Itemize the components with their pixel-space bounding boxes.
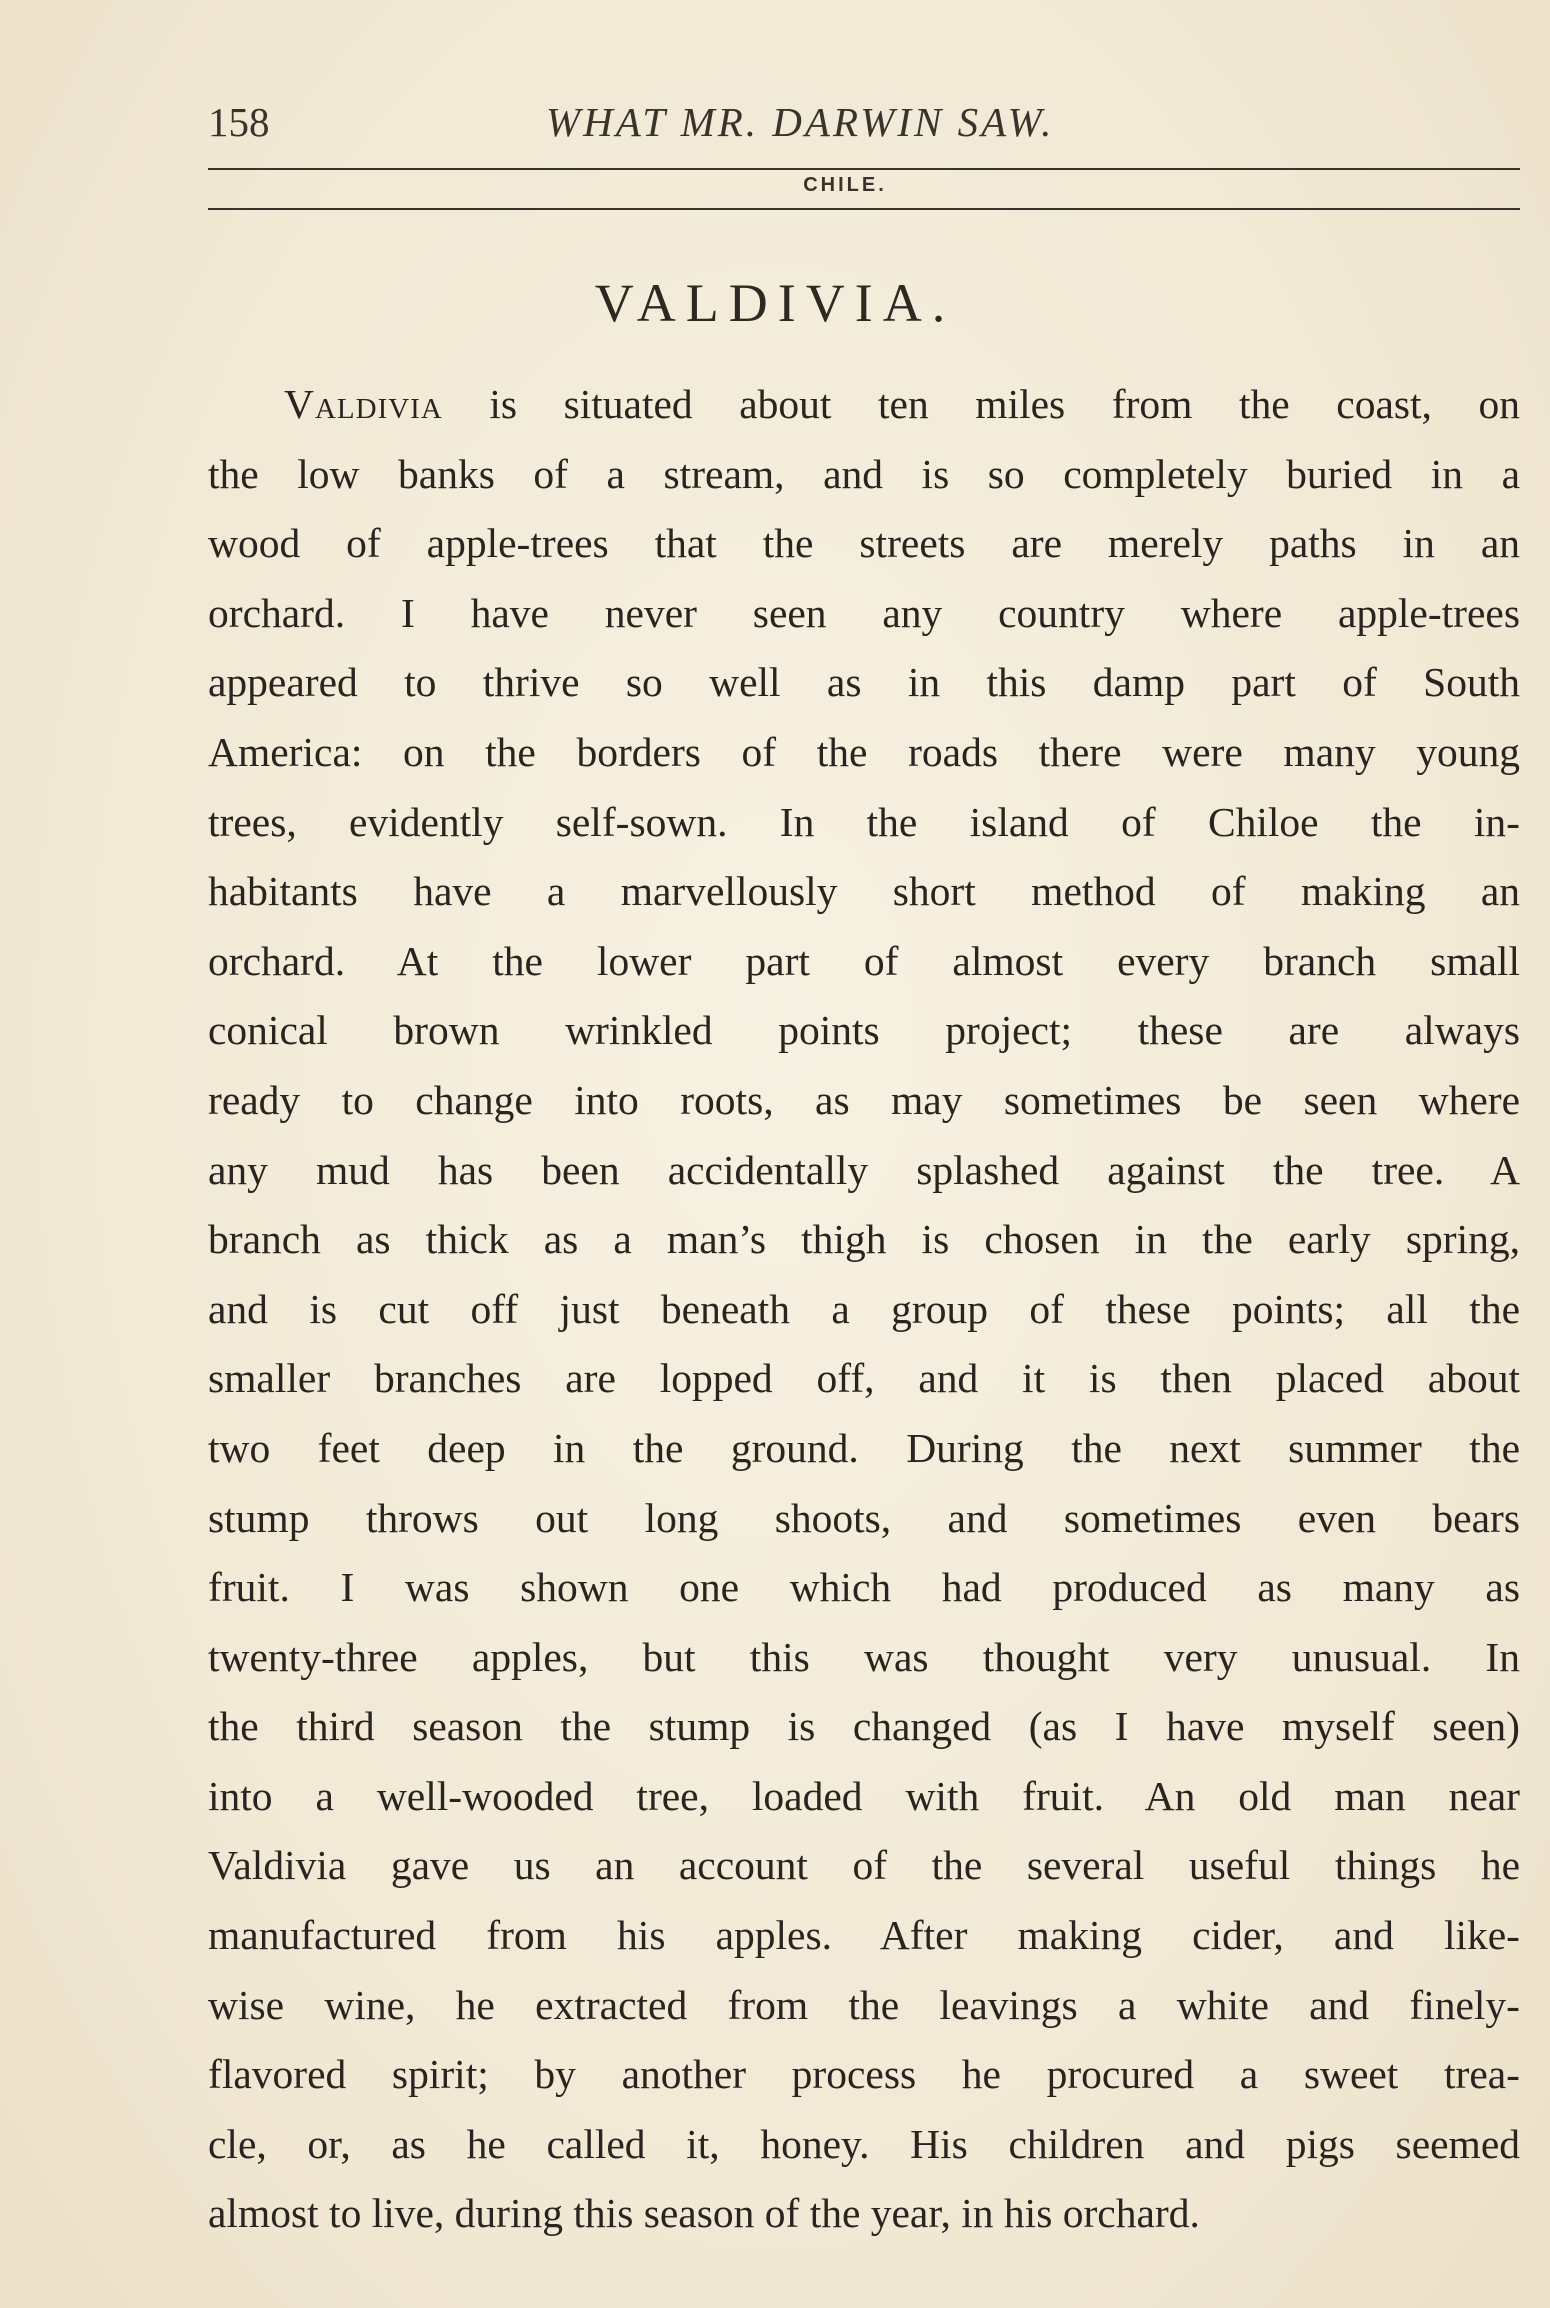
text-line: stump throws out long shoots, and sometimes even bears <box>208 1494 1520 1541</box>
text-line: trees, evidently self-sown. In the island of Chiloe the in- <box>208 798 1520 845</box>
text-line: conical brown wrinkled points project; these are always <box>208 1007 1520 1054</box>
text-line: ready to change into roots, as may sometimes be seen where <box>208 1076 1520 1123</box>
page-number: 158 <box>208 99 270 145</box>
text-line: almost to live, during this season of the year, in his orchard. <box>208 2190 1200 2237</box>
header-rule-bottom <box>208 208 1520 210</box>
chapter-title: VALDIVIA. <box>594 273 956 333</box>
opening-word: Valdivia <box>284 381 443 427</box>
text-line: orchard. I have never seen any country where apple-trees <box>208 589 1520 636</box>
text-line <box>208 370 1520 440</box>
running-head <box>208 98 1520 148</box>
first-line-rest: is situated about ten miles from the coast, on <box>442 381 1520 427</box>
text-line: two feet deep in the ground. During the next summer the <box>208 1424 1520 1471</box>
section-label-text: CHILE. <box>803 174 887 196</box>
running-title: WHAT MR. DARWIN SAW. <box>546 99 1055 145</box>
text-line: smaller branches are lopped off, and it is then placed about <box>208 1355 1520 1402</box>
text-line: flavored spirit; by another process he procured a sweet trea- <box>208 2051 1520 2098</box>
header-rule-top <box>208 168 1520 170</box>
section-label <box>0 174 1550 197</box>
text-line: fruit. I was shown one which had produced as many as <box>208 1564 1520 1611</box>
text-line: America: on the borders of the roads there were many young <box>208 728 1520 775</box>
text-line: orchard. At the lower part of almost every branch small <box>208 937 1520 984</box>
text-line: habitants have a marvellously short method of making an <box>208 868 1520 915</box>
text-line: the third season the stump is changed (as I have myself seen) <box>208 1703 1520 1750</box>
text-line: any mud has been accidentally splashed against the tree. A <box>208 1146 1520 1193</box>
text-line: into a well-wooded tree, loaded with fruit. An old man near <box>208 1772 1520 1819</box>
text-line: manufactured from his apples. After making cider, and like- <box>208 1912 1520 1959</box>
text-line: the low banks of a stream, and is so completely buried in a <box>208 450 1520 497</box>
text-line: wood of apple-trees that the streets are merely paths in an <box>208 520 1520 567</box>
text-line: and is cut off just beneath a group of these points; all the <box>208 1285 1520 1332</box>
text-line: cle, or, as he called it, honey. His children and pigs seemed <box>208 2120 1520 2167</box>
text-line: branch as thick as a man’s thigh is chosen in the early spring, <box>208 1216 1520 1263</box>
body-text <box>208 370 1520 2249</box>
text-line: appeared to thrive so well as in this damp part of South <box>208 659 1520 706</box>
text-line: Valdivia gave us an account of the several useful things he <box>208 1842 1520 1889</box>
text-line: wise wine, he extracted from the leavings a white and finely- <box>208 1981 1520 2028</box>
text-line: twenty-three apples, but this was thought very unusual. In <box>208 1633 1520 1680</box>
